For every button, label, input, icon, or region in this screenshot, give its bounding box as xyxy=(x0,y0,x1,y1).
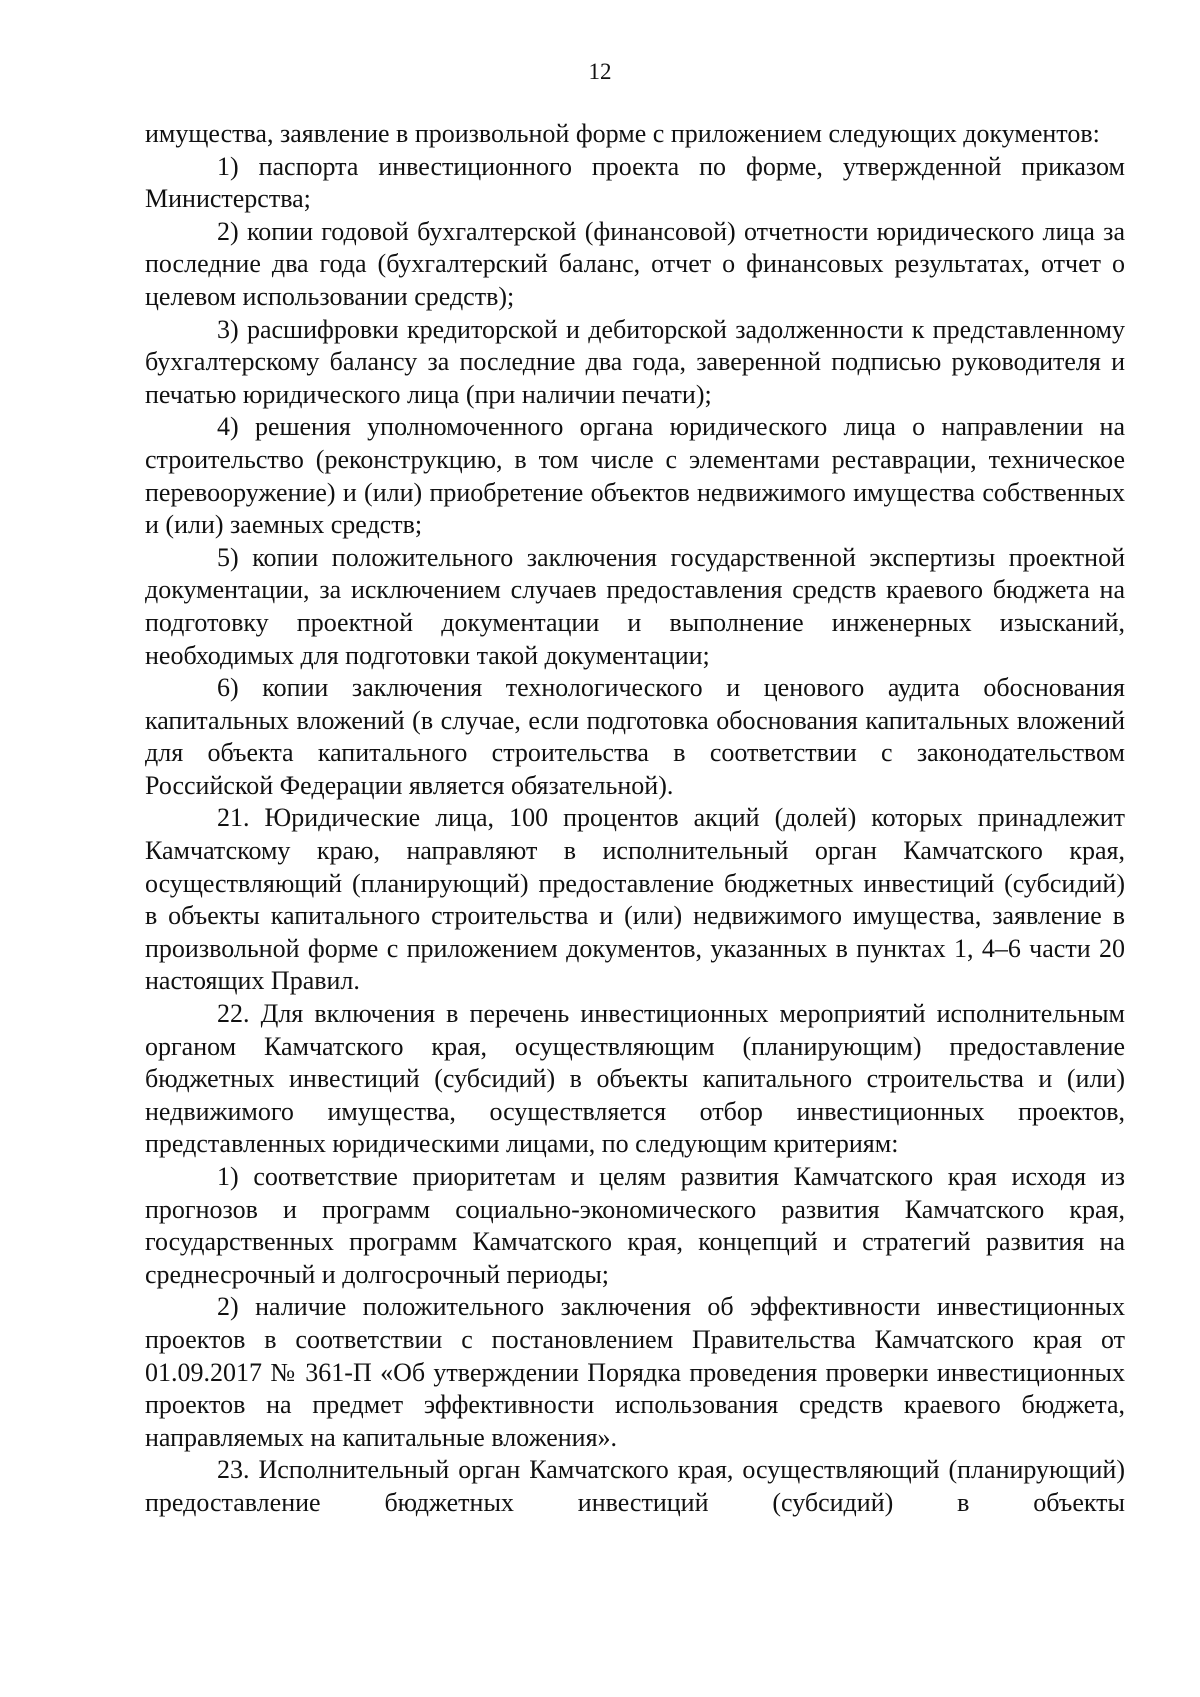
criterion-1: 1) соответствие приоритетам и целям развития Камчатского края исходя из прогнозов и программ социально-экономического развития Камчатского края, государственных программ Камчатского края, концепций и стратегий развития на среднесрочный и долгосрочный периоды; xyxy=(145,1162,1125,1289)
criterion-2: 2) наличие положительного заключения об эффективности инвестиционных проектов в соответствии с постановлением Правительства Камчатского края от 01.09.2017 № 361-П «Об утверждении Порядка проведения проверки инвестиционных проектов на предмет эффективности использования средств краевого бюджета, направляемых на капитальные вложения». xyxy=(145,1292,1125,1452)
paragraph-continuation: имущества, заявление в произвольной форме с приложением следующих документов: xyxy=(145,119,1100,148)
list-item-financial-statements: 2) копии годовой бухгалтерской (финансовой) отчетности юридического лица за последние два года (бухгалтерский баланс, отчет о финансовых результатах, отчет о целевом использовании средств); xyxy=(145,216,1125,311)
list-item-debt-breakdown: 3) расшифровки кредиторской и дебиторской задолженности к представленному бухгалтерскому балансу за последние два года, заверенной подписью руководителя и печатью юридического лица (при наличии печати); xyxy=(145,314,1125,409)
list-item-expertise-conclusion: 5) копии положительного заключения государственной экспертизы проектной документации, за исключением случаев предоставления средств краевого бюджета на подготовку проектной документации и выполнение инженерных изысканий, необходимых для подготовки такой документации; xyxy=(145,542,1125,670)
list-item-authorized-decision: 4) решения уполномоченного органа юридического лица о направлении на строительство (реконструкцию, в том числе с элементами реставрации, техническое перевооружение) и (или) приобретение объектов недвижимого имущества собственных и (или) заемных средств; xyxy=(145,412,1125,540)
clause-21: 21. Юридические лица, 100 процентов акций (долей) которых принадлежит Камчатскому краю, направляют в исполнительный орган Камчатского края, осуществляющий (планирующий) предоставление бюджетных инвестиций (субсидий) в объекты капитального строительства и (или) недвижимого имущества, заявление в произвольной форме с приложением документов, указанных в пунктах 1, 4–6 части 20 настоящих Правил. xyxy=(145,803,1125,996)
list-item-audit-conclusion: 6) копии заключения технологического и ценового аудита обоснования капитальных вложений (в случае, если подготовка обоснования капитальных вложений для объекта капитального строительства в соответствии с законодательством Российской Федерации является обязательной). xyxy=(145,673,1125,800)
list-item-passport: 1) паспорта инвестиционного проекта по форме, утвержденной приказом Министерства; xyxy=(145,151,1125,214)
clause-22: 22. Для включения в перечень инвестиционных мероприятий исполнительным органом Камчатского края, осуществляющим (планирующим) предоставление бюджетных инвестиций (субсидий) в объекты капитального строительства и (или) недвижимого имущества, осуществляется отбор инвестиционных проектов, представленных юридическими лицами, по следующим критериям: xyxy=(145,999,1125,1159)
document-body xyxy=(145,118,1125,1520)
page-number: 12 xyxy=(588,59,612,84)
clause-23: 23. Исполнительный орган Камчатского края, осуществляющий (планирующий) предоставление бюджетных инвестиций (субсидий) в объекты xyxy=(145,1455,1125,1517)
